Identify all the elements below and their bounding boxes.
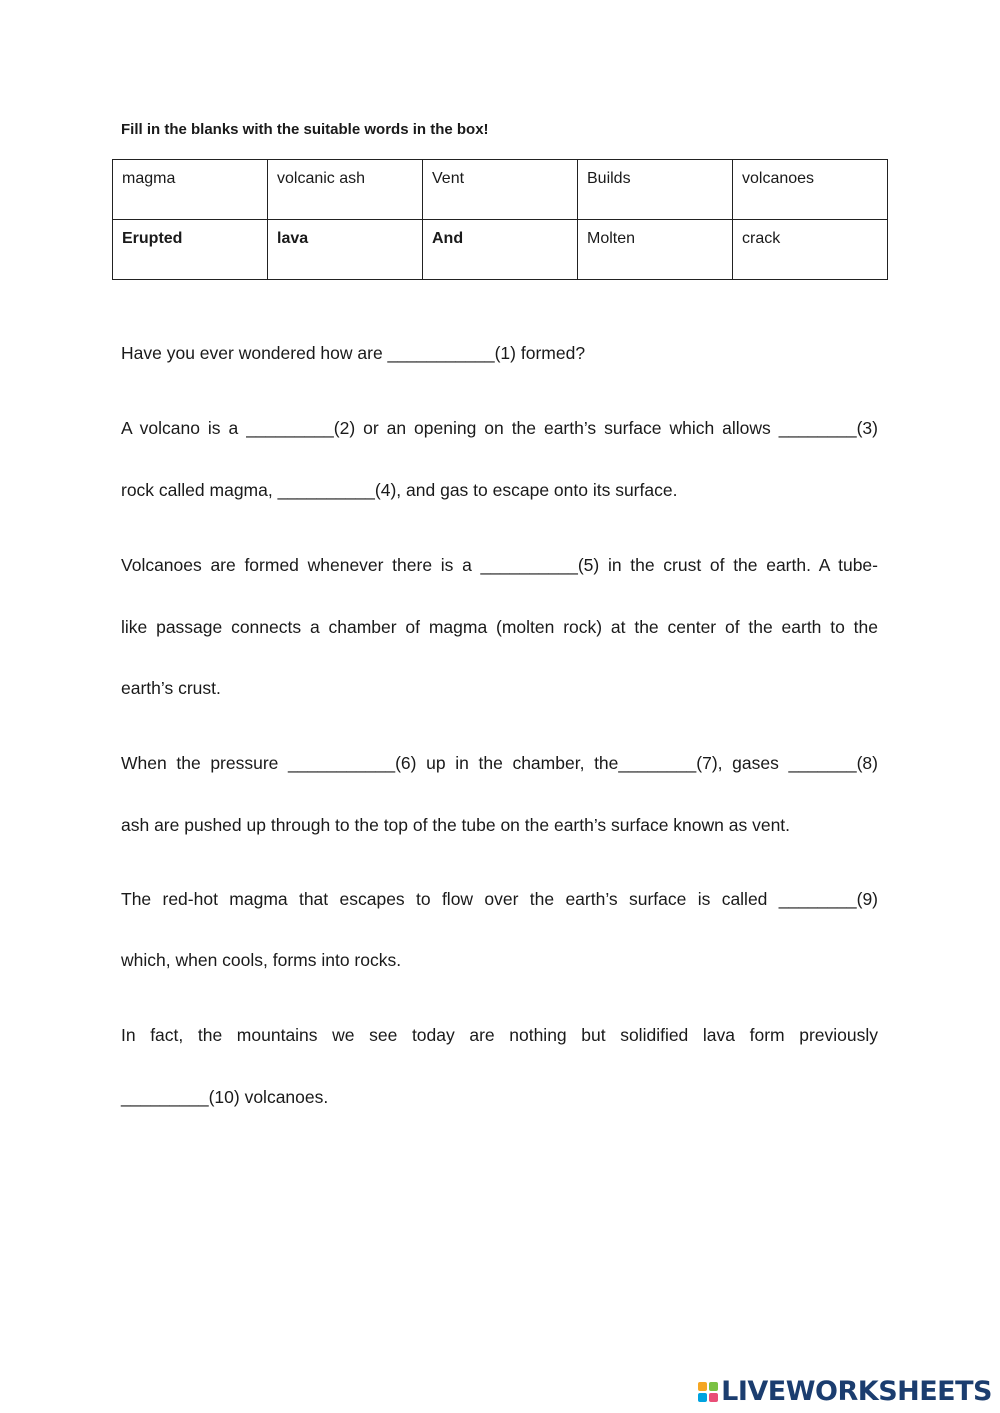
logo-square [698,1382,707,1391]
word-box-cell: And [423,220,578,280]
word-box-cell: Erupted [113,220,268,280]
logo-square [698,1393,707,1402]
paragraph-line: The red-hot magma that escapes to flow over the earth’s surface is called ________(9) [121,889,878,909]
paragraph-line: rock called magma, __________(4), and gas to escape onto its surface. [121,480,678,500]
paragraph-line: ash are pushed up through to the top of the tube on the earth’s surface known as vent. [121,815,791,835]
paragraph-line: like passage connects a chamber of magma (molten rock) at the center of the earth to the [121,617,878,637]
word-box-cell: lava [268,220,423,280]
word-box-row [113,220,888,280]
logo-square [709,1393,718,1402]
paragraph-line: Have you ever wondered how are ___________(1) formed? [121,343,586,363]
paragraph-line: Volcanoes are formed whenever there is a __________(5) in the crust of the earth. A tube- [121,555,878,575]
logo-mark-icon [698,1382,718,1402]
word-box-cell: crack [733,220,888,280]
logo-square [709,1382,718,1391]
liveworksheets-logo [698,1376,992,1407]
paragraph-line: which, when cools, forms into rocks. [121,950,402,970]
paragraph-line: earth’s crust. [121,678,221,698]
word-box-cell: Vent [423,160,578,220]
word-box-cell: volcanoes [733,160,888,220]
word-box-row [113,160,888,220]
word-box-table [112,159,888,280]
paragraph-line: In fact, the mountains we see today are nothing but solidified lava form previously [121,1025,878,1045]
word-box-cell: volcanic ash [268,160,423,220]
logo-text: LIVEWORKSHEETS [721,1376,992,1407]
word-box-cell: Molten [578,220,733,280]
instructions-heading: Fill in the blanks with the suitable words in the box! [121,121,489,138]
word-box-cell: magma [113,160,268,220]
paragraph-line: When the pressure ___________(6) up in the chamber, the________(7), gases _______(8) [121,753,878,773]
paragraph-line: _________(10) volcanoes. [121,1087,329,1107]
paragraph-line: A volcano is a _________(2) or an opening on the earth’s surface which allows ________(3) [121,418,878,438]
word-box-cell: Builds [578,160,733,220]
